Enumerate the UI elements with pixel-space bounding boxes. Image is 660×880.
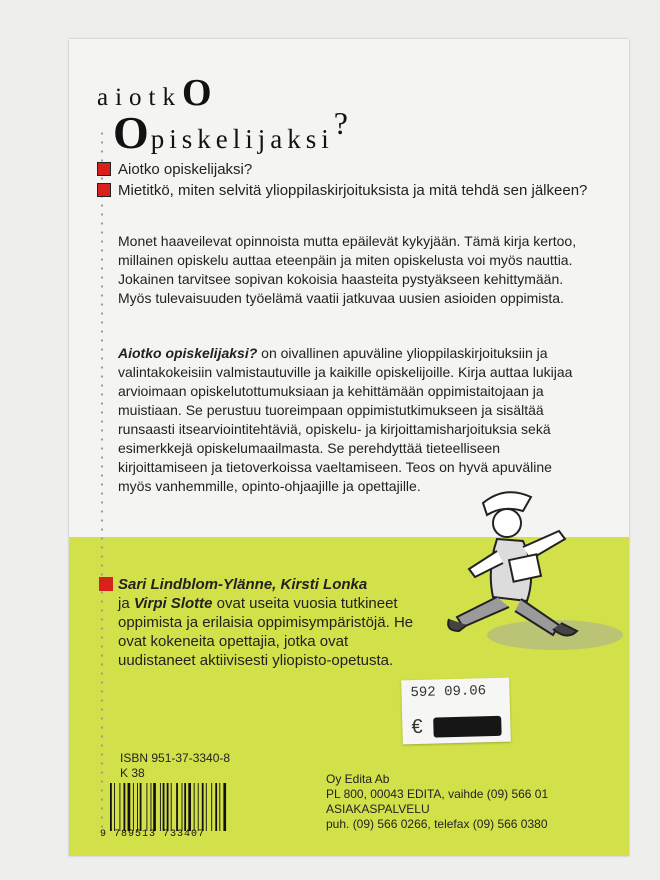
customer-service-label: ASIAKASPALVELU (326, 802, 430, 816)
barcode-bar (163, 783, 165, 831)
euro-sign: € (411, 715, 423, 739)
barcode-bar (124, 783, 126, 831)
dotted-margin-line (100, 129, 104, 829)
book-back-cover (69, 39, 629, 856)
barcode-bar (202, 783, 204, 831)
description-paragraph-2: Aiotko opiskelijaksi? on oivallinen apuväline ylioppilaskirjoituksiin ja valintakokeisiin valmistautuville ja kaikille opiskelijoille. Kirja auttaa lukijaa arvioimaan opiskelutottumuksiaan ja kehittämään oppimistaitojaan ja muistiaan. Se perustuu tuoreimpaan oppimistutkimukseen ja sisältää runsaasti itsearviointitehtäviä, opiskelu- ja kirjoittamisharjoituksia sekä esimerkkejä opiskelumaailmasta. Se perehdyttää tieteelliseen kirjoittamiseen ja tietoverkoissa vaeltamiseen. Teos on hyvä apuväline myös vanhemmille, opinto-ohjaajille ja opettajille. (118, 345, 573, 494)
barcode-bar (223, 783, 226, 831)
isbn: ISBN 951-37-3340-8 (120, 751, 231, 765)
barcode-bar (119, 783, 120, 831)
barcode-bar (110, 783, 112, 831)
barcode-bar (114, 783, 115, 831)
title-line-2: Opiskelijaksi? (113, 105, 353, 158)
question-list (97, 160, 607, 202)
barcode-bars (110, 783, 244, 831)
barcode-number: 9 789513 733407 (100, 829, 206, 840)
description-paragraph-1: Monet haaveilevat opinnoista mutta epäilevät kykyjään. Tämä kirja kertoo, millainen opiskelu auttaa eteenpäin ja miten opiskelusta voi myös nauttia. Jokainen tarvitsee sopivan kokoisia haasteita pystyäkseen kehittymään. Myös tulevaisuuden työelämä vaatii jatkuvaa uusien asioiden oppimista. (118, 233, 577, 306)
barcode-bar (188, 783, 191, 831)
barcode-bar (153, 783, 156, 831)
barcode-bar (219, 783, 220, 831)
redacted-price (433, 716, 502, 738)
publisher-name: Oy Edita Ab (326, 772, 390, 786)
barcode-bar (160, 783, 161, 831)
barcode-bar (182, 783, 183, 831)
barcode-bar (167, 783, 169, 831)
barcode-bar (140, 783, 142, 831)
barcode-bar (133, 783, 134, 831)
question-item: Mietitkö, miten selvitä ylioppilaskirjoituksista ja mitä tehdä sen jälkeen? (97, 181, 607, 200)
title-line-1: aiotkO (97, 72, 212, 114)
barcode-bar (184, 783, 186, 831)
price-code: 592 09.06 (410, 683, 487, 702)
barcode (100, 783, 250, 841)
author-info: Sari Lindblom-Ylänne, Kirsti Lonka ja Virpi Slotte ovat useita vuosia tutkineet oppimista ja erilaisia oppimisympäristöjä. He ovat kokeneita opettajia, jotka ovat uudistaneet aktiivisesti yliopisto-opetusta. (118, 575, 418, 670)
red-square-icon (97, 162, 111, 176)
running-student-illustration (427, 459, 627, 659)
barcode-bar (137, 783, 138, 831)
publisher-address: PL 800, 00043 EDITA, vaihde (09) 566 01 (326, 787, 549, 801)
barcode-bar (206, 783, 207, 831)
barcode-bar (176, 783, 178, 831)
barcode-bar (151, 783, 152, 831)
class-code: K 38 (120, 766, 145, 780)
barcode-bar (215, 783, 217, 831)
red-square-icon (99, 577, 113, 591)
barcode-bar (198, 783, 199, 831)
red-square-icon (97, 183, 111, 197)
barcode-bar (211, 783, 212, 831)
barcode-bar (128, 783, 131, 831)
price-sticker (401, 678, 511, 745)
barcode-bar (146, 783, 147, 831)
publisher-info (326, 772, 548, 832)
publisher-phones: puh. (09) 566 0266, telefax (09) 566 0380 (326, 817, 548, 831)
question-item: Aiotko opiskelijaksi? (97, 160, 607, 179)
barcode-bar (194, 783, 195, 831)
isbn-block (120, 751, 230, 781)
barcode-bar (171, 783, 172, 831)
